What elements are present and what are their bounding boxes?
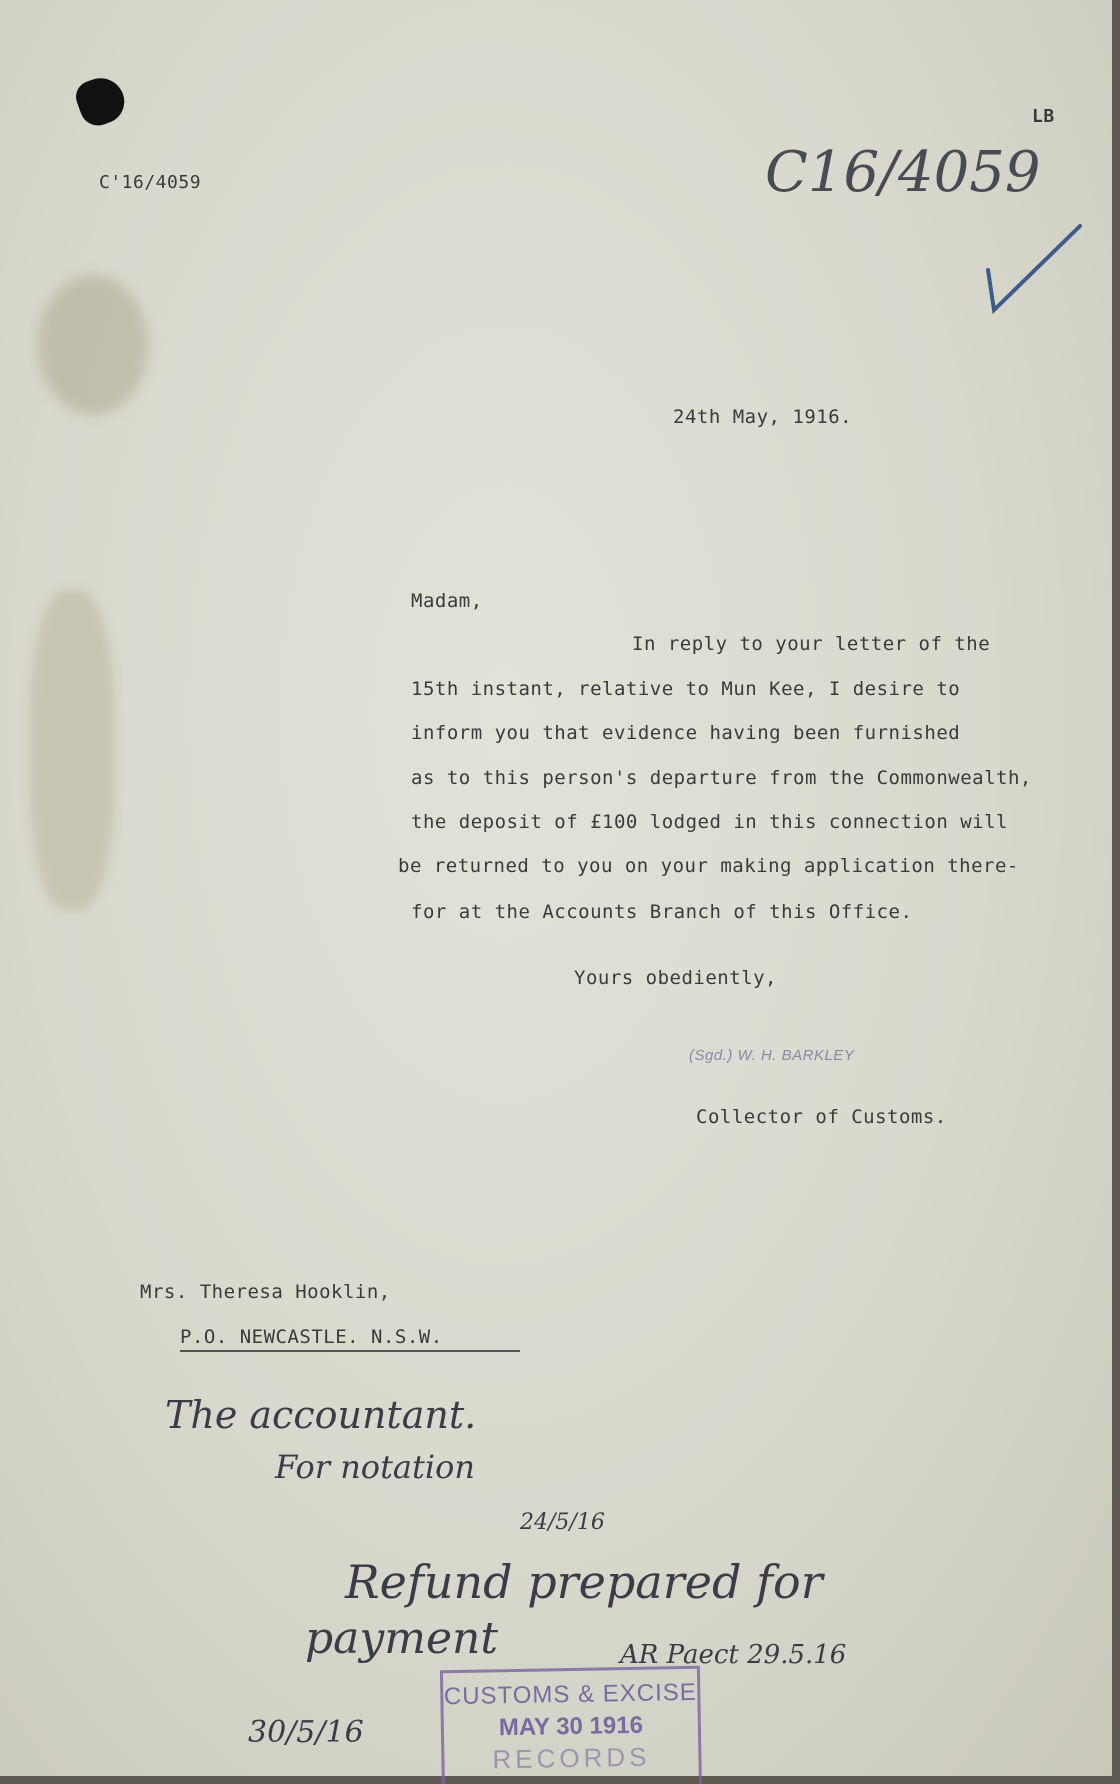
annotation-line: For notation <box>275 1448 475 1486</box>
signatory-title: Collector of Customs. <box>696 1106 947 1128</box>
body-line: In reply to your letter of the <box>632 633 991 655</box>
closing: Yours obediently, <box>574 967 777 989</box>
page-edge-right <box>1112 0 1120 1784</box>
body-line: as to this person's departure from the Commonwealth, <box>411 767 1032 789</box>
addressee-name: Mrs. Theresa Hooklin, <box>140 1281 391 1303</box>
annotation-date: 30/5/16 <box>248 1715 364 1750</box>
body-line: 15th instant, relative to Mun Kee, I desire to <box>411 678 961 700</box>
annotation-date: 24/5/16 <box>520 1510 605 1535</box>
customs-records-stamp <box>440 1666 702 1784</box>
annotation-line: The accountant. <box>165 1393 477 1437</box>
file-reference-typed: C'16/4059 <box>99 172 202 193</box>
stamp-line: CUSTOMS & EXCISE <box>443 1678 698 1711</box>
paper-stain <box>30 590 115 910</box>
paper-stain <box>38 275 148 415</box>
punch-hole <box>72 72 131 131</box>
annotation-initials-date: AR Paect 29.5.16 <box>620 1640 847 1670</box>
checkmark-icon <box>980 222 1090 317</box>
address-underline <box>180 1350 520 1352</box>
body-line: for at the Accounts Branch of this Office. <box>411 901 913 923</box>
stamp-line: RECORDS <box>492 1741 651 1775</box>
signature-stamp: (Sgd.) W. H. BARKLEY <box>689 1047 855 1064</box>
file-reference-handwritten: C16/4059 <box>765 140 1041 205</box>
initials-mark: LB <box>1032 106 1055 127</box>
annotation-line: Refund prepared for <box>345 1555 823 1609</box>
addressee-address: P.O. NEWCASTLE. N.S.W. <box>180 1326 443 1348</box>
body-line: inform you that evidence having been furnished <box>411 722 961 744</box>
annotation-line: payment <box>305 1613 499 1664</box>
body-line: be returned to you on your making application there- <box>398 855 1019 877</box>
salutation: Madam, <box>411 590 483 612</box>
body-line: the deposit of £100 lodged in this connection will <box>411 811 1008 833</box>
letter-date: 24th May, 1916. <box>673 406 853 428</box>
stamp-line: MAY 30 1916 <box>498 1711 644 1742</box>
